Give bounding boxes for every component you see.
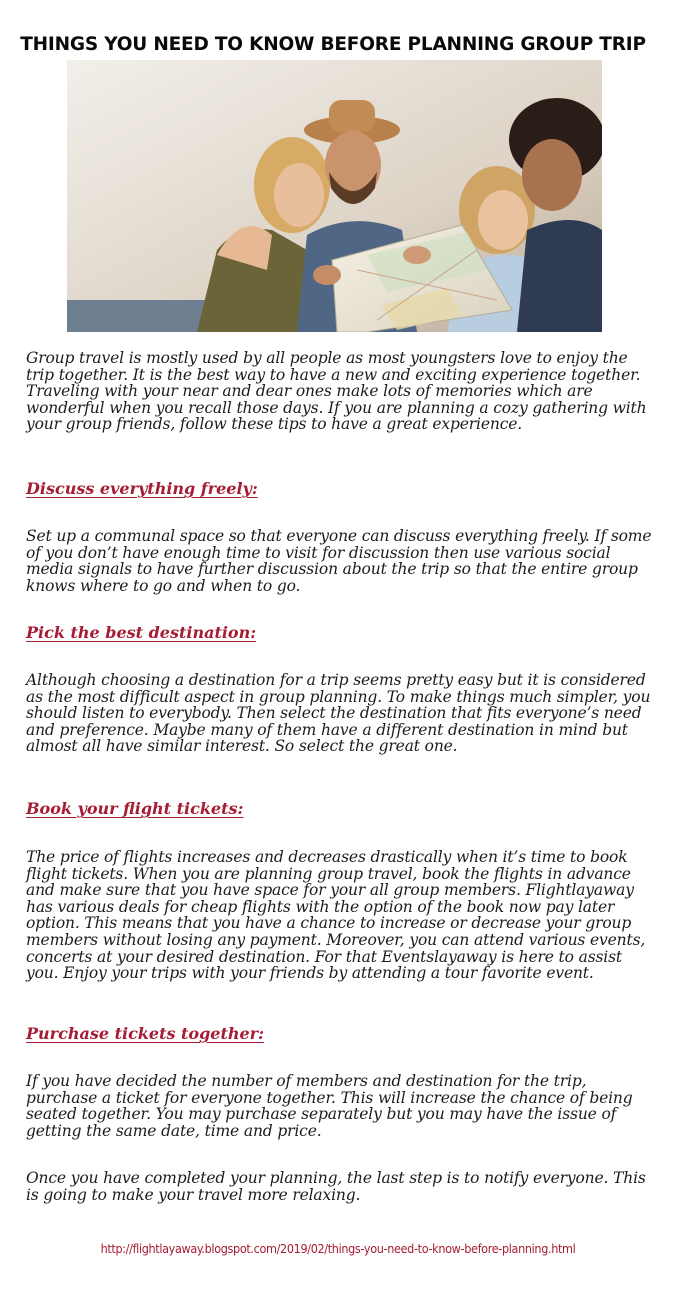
section-body-flights: The price of flights increases and decreases drastically when it’s time to book flight tickets. When you are planning group travel, book the flights in advance and make sure that you have space for your all group members. Flightlayaway has various deals for cheap flights with the option of the book now pay later option. This means that you have a chance to increase or decrease your group members without losing any payment. Moreover, you can attend various events, concerts at your desired destination. For that Eventslayaway is here to assist you. Enjoy your trips with your friends by attending a tour favorite event. bbox=[26, 848, 646, 983]
section-body-purchase: If you have decided the number of members and destination for the trip, purchase a ticket for everyone together. This will increase the chance of being seated together. You may purchase separately but you may have the issue of getting the same date, time and price. bbox=[26, 1072, 633, 1140]
section-body-destination: Although choosing a destination for a trip seems pretty easy but it is considered as the most difficult aspect in group planning. To make things much simpler, you should listen to everybody. Then select the destination that fits everyone’s need and preference. Maybe many of them have a different destination in mind but almost all have similar interest. So select the great one. bbox=[26, 671, 651, 756]
page-title: THINGS YOU NEED TO KNOW BEFORE PLANNING GROUP TRIP bbox=[20, 34, 646, 56]
section-heading-discuss: Discuss everything freely: bbox=[26, 479, 258, 498]
group-travel-photo bbox=[67, 60, 602, 332]
section-heading-purchase: Purchase tickets together: bbox=[26, 1024, 265, 1043]
intro-paragraph: Group travel is mostly used by all people as most youngsters love to enjoy the trip together. It is the best way to have a new and exciting experience together. Traveling with your near and dear ones make lots of memories which are wonderful when you recall those days. If you are planning a cozy gathering with your group friends, follow these tips to have a great experience. bbox=[26, 349, 647, 434]
section-heading-destination: Pick the best destination: bbox=[26, 623, 257, 642]
closing-paragraph: Once you have completed your planning, the last step is to notify everyone. This is going to make your travel more relaxing. bbox=[26, 1169, 646, 1204]
source-url-link[interactable]: http://flightlayaway.blogspot.com/2019/02/things-you-need-to-know-before-planning.html bbox=[100, 1241, 576, 1256]
section-body-discuss: Set up a communal space so that everyone can discuss everything freely. If some of you don’t have enough time to visit for discussion then use various social media signals to have further discussion about the trip so that the entire group knows where to go and when to go. bbox=[26, 527, 652, 595]
section-heading-flights: Book your flight tickets: bbox=[26, 799, 244, 818]
